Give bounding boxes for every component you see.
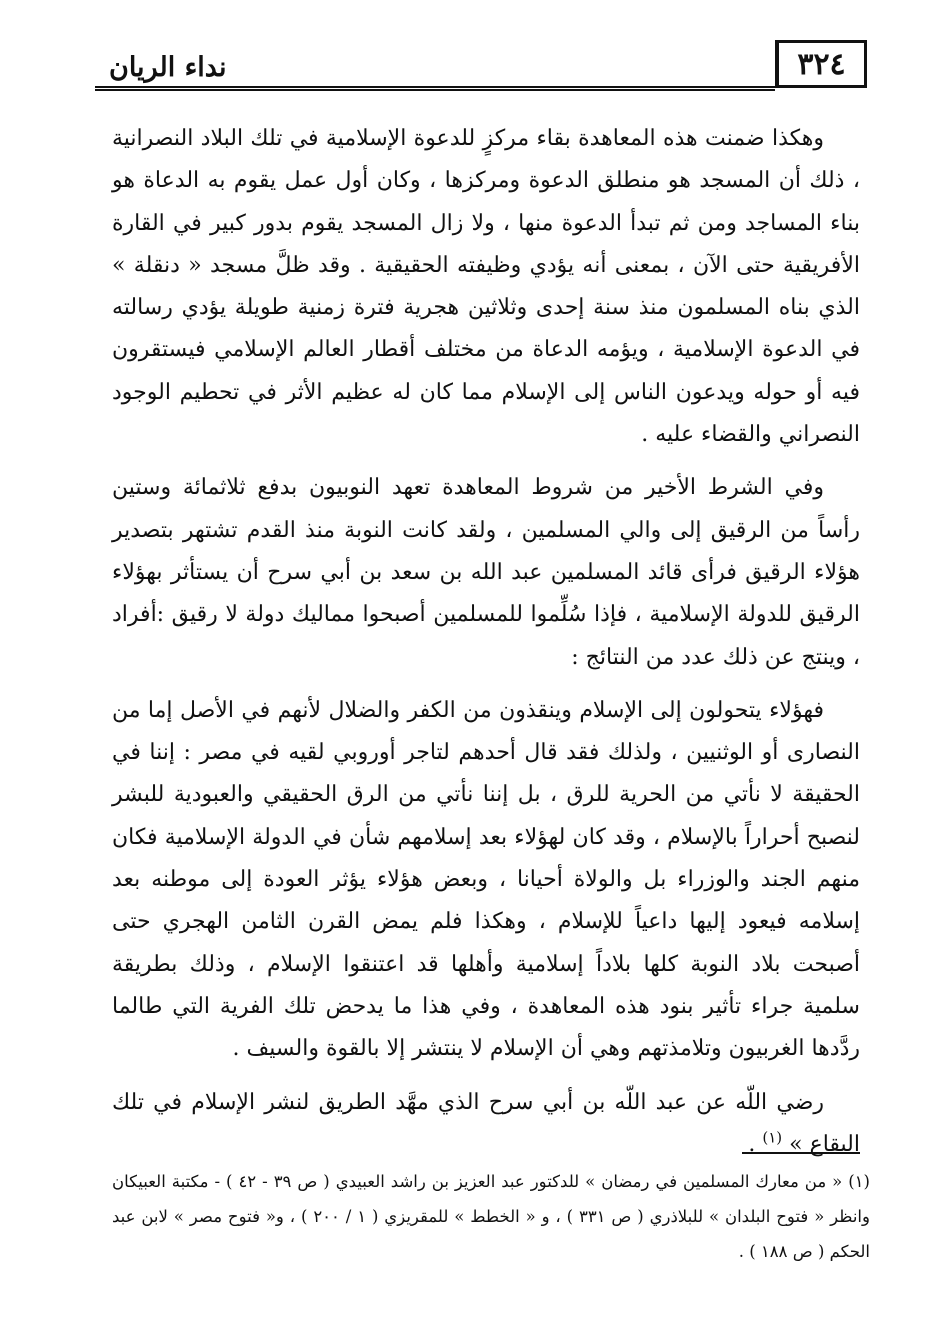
page-header [95, 38, 867, 94]
paragraph-1: وهكذا ضمنت هذه المعاهدة بقاء مركزٍ للدعوة الإسلامية في تلك البلاد النصرانية ، ذلك أن المسجد هو منطلق الدعوة ومركزها ، وكان أول عمل يقوم به الدعاة هو بناء المساجد ومن ثم تبدأ الدعوة منها ، ولا زال المسجد يقوم بدور كبير في القارة الأفريقية حتى الآن ، بمعنى أنه يؤدي وظيفته الحقيقية . وقد ظلَّ مسجد « دنقلة » الذي بناه المسلمون منذ سنة إحدى وثلاثين هجرية فترة زمنية طويلة يؤدي رسالته في الدعوة الإسلامية ، ويؤمه الدعاة من مختلف أقطار العالم الإسلامي فيستقرون فيه أو حوله ويدعون الناس إلى الإسلام مما كان له عظيم الأثر في تحطيم الوجود النصراني والقضاء عليه . [112, 126, 860, 448]
body-text [112, 118, 860, 1166]
paragraph-3: فهؤلاء يتحولون إلى الإسلام وينقذون من الكفر والضلال لأنهم في الأصل إما من النصارى أو الوثنيين ، ولذلك فقد قال أحدهم لتاجر أوروبي لقيه في مصر : إننا في الحقيقة لا نأتي من الحرية للرق ، بل إننا نأتي من الرق الحقيقي والعبودية للبشر لنصبح أحراراً بالإسلام ، وقد كان لهؤلاء بعد إسلامهم شأن في الدولة الإسلامية فكان منهم الجند والوزراء بل والولاة أحيانا ، وبعض هؤلاء يؤثر العودة إلى موطنه بعد إسلامه فيعود إليها داعياً للإسلام ، وهكذا فلم يمض القرن الثامن الهجري حتى أصبحت بلاد النوبة كلها بلاداً إسلامية وأهلها قد اعتنقوا الإسلام ، وذلك بطريقة سلمية جراء تأثير بنود هذه المعاهدة ، وفي هذا ما يدحض تلك الفرية التي طالما ردَّدها الغربيون وتلامذتهم وهي أن الإسلام لا ينتشر إلا بالقوة والسيف . [112, 697, 860, 1062]
page-number: ٣٢٤ [775, 40, 867, 88]
paragraph-2: وفي الشرط الأخير من شروط المعاهدة تعهد النوبيون بدفع ثلاثمائة وستين رأساً من الرقيق إلى والي المسلمين ، ولقد كانت النوبة منذ القدم تشتهر بتصدير هؤلاء الرقيق فرأى قائد المسلمين عبد الله بن سعد بن أبي سرح أن يستأثر بهؤلاء الرقيق للدولة الإسلامية ، فإذا سُلِّموا للمسلمين أصبحوا مماليك دولة لا رقيق :أفراد ، وينتج عن ذلك عدد من النتائج : [112, 475, 860, 670]
paragraph-4-text: رضي اللّه عن عبد اللّه بن أبي سرح الذي مهَّد الطريق لنشر الإسلام في تلك البقاع » [112, 1089, 860, 1157]
footnote-text: (١) « من معارك المسلمين في رمضان » للدكتور عبد العزيز بن راشد العبيدي ( ص ٣٩ - ٤٢ ) - مكتبة العبيكان وانظر « فتوح البلدان » للبلاذري ( ص ٣٣١ ) ، و « الخطط » للمقريزي ( ١ / ٢٠٠ ) ، و« فتوح مصر » لابن عبد الحكم ( ص ١٨٨ ) . [112, 1172, 870, 1261]
footnote [112, 1164, 870, 1269]
header-divider [95, 86, 775, 91]
closing-period: . [748, 1131, 763, 1157]
footnote-divider [742, 1152, 860, 1154]
book-title: نداء الريان [109, 52, 227, 83]
footnote-reference[interactable]: (١) [762, 1128, 783, 1147]
